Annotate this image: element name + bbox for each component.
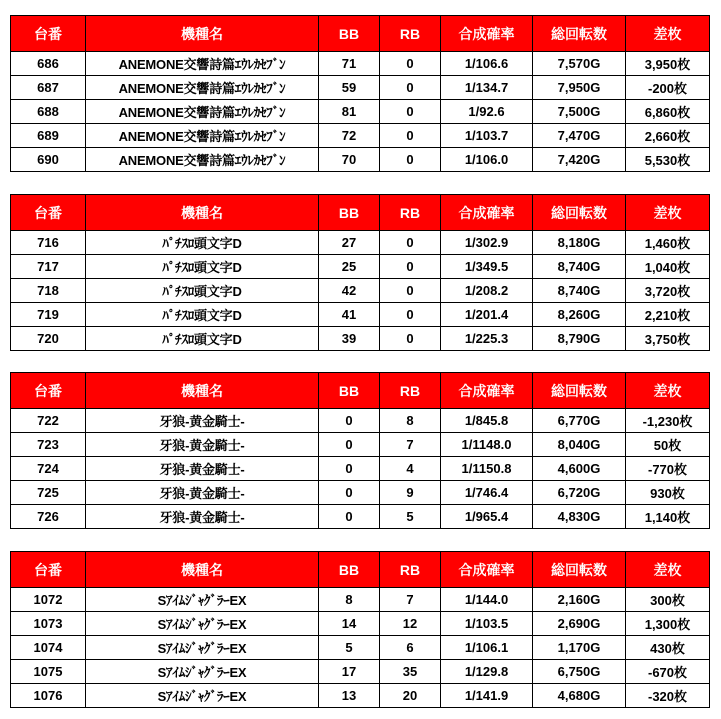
cell-machine-name: SｱｲﾑｼﾞｬｸﾞﾗｰEX	[86, 684, 319, 708]
cell-machine-number: 1074	[11, 636, 86, 660]
cell-rb-count: 0	[380, 100, 441, 124]
cell-rb-count: 12	[380, 612, 441, 636]
column-header-combined-probability: 合成確率	[441, 373, 533, 409]
header-row	[11, 195, 710, 231]
cell-coin-difference: 1,300枚	[626, 612, 710, 636]
column-header-rb-count: RB	[380, 16, 441, 52]
cell-total-spins: 7,570G	[533, 52, 626, 76]
cell-bb-count: 0	[319, 433, 380, 457]
cell-coin-difference: -320枚	[626, 684, 710, 708]
cell-coin-difference: -200枚	[626, 76, 710, 100]
cell-machine-number: 1073	[11, 612, 86, 636]
column-header-rb-count: RB	[380, 195, 441, 231]
cell-combined-probability: 1/225.3	[441, 327, 533, 351]
column-header-total-spins: 総回転数	[533, 195, 626, 231]
cell-machine-number: 724	[11, 457, 86, 481]
cell-total-spins: 4,830G	[533, 505, 626, 529]
cell-combined-probability: 1/208.2	[441, 279, 533, 303]
column-header-bb-count: BB	[319, 16, 380, 52]
column-header-coin-difference: 差枚	[626, 16, 710, 52]
cell-bb-count: 59	[319, 76, 380, 100]
column-header-combined-probability: 合成確率	[441, 16, 533, 52]
table-header	[11, 552, 710, 588]
cell-bb-count: 0	[319, 505, 380, 529]
cell-total-spins: 7,950G	[533, 76, 626, 100]
cell-combined-probability: 1/141.9	[441, 684, 533, 708]
cell-rb-count: 9	[380, 481, 441, 505]
column-header-machine-name: 機種名	[86, 373, 319, 409]
table-row	[11, 457, 710, 481]
cell-total-spins: 8,260G	[533, 303, 626, 327]
cell-machine-name: SｱｲﾑｼﾞｬｸﾞﾗｰEX	[86, 588, 319, 612]
table-row	[11, 279, 710, 303]
cell-coin-difference: 6,860枚	[626, 100, 710, 124]
column-header-machine-number: 台番	[11, 373, 86, 409]
table-body	[11, 231, 710, 351]
table-header	[11, 373, 710, 409]
cell-total-spins: 4,600G	[533, 457, 626, 481]
cell-machine-name: ANEMONE交響詩篇ｴｳﾚｶｾﾌﾞﾝ	[86, 76, 319, 100]
cell-coin-difference: 300枚	[626, 588, 710, 612]
cell-machine-name: SｱｲﾑｼﾞｬｸﾞﾗｰEX	[86, 612, 319, 636]
table-body	[11, 588, 710, 708]
cell-coin-difference: 430枚	[626, 636, 710, 660]
cell-machine-name: ﾊﾟﾁｽﾛ頭文字D	[86, 327, 319, 351]
table-row	[11, 303, 710, 327]
column-header-coin-difference: 差枚	[626, 373, 710, 409]
table-row	[11, 100, 710, 124]
cell-combined-probability: 1/106.1	[441, 636, 533, 660]
table-header	[11, 16, 710, 52]
cell-machine-name: 牙狼-黄金騎士-	[86, 481, 319, 505]
cell-machine-name: 牙狼-黄金騎士-	[86, 409, 319, 433]
table-row	[11, 588, 710, 612]
cell-total-spins: 2,160G	[533, 588, 626, 612]
table-row	[11, 481, 710, 505]
cell-combined-probability: 1/106.6	[441, 52, 533, 76]
cell-coin-difference: 2,210枚	[626, 303, 710, 327]
cell-machine-number: 690	[11, 148, 86, 172]
column-header-bb-count: BB	[319, 195, 380, 231]
cell-rb-count: 0	[380, 148, 441, 172]
column-header-combined-probability: 合成確率	[441, 195, 533, 231]
cell-coin-difference: 1,040枚	[626, 255, 710, 279]
cell-total-spins: 6,770G	[533, 409, 626, 433]
cell-rb-count: 8	[380, 409, 441, 433]
cell-combined-probability: 1/746.4	[441, 481, 533, 505]
cell-coin-difference: 930枚	[626, 481, 710, 505]
cell-machine-number: 718	[11, 279, 86, 303]
column-header-total-spins: 総回転数	[533, 373, 626, 409]
table-row	[11, 76, 710, 100]
cell-combined-probability: 1/1150.8	[441, 457, 533, 481]
table-row	[11, 327, 710, 351]
cell-bb-count: 72	[319, 124, 380, 148]
cell-machine-number: 1076	[11, 684, 86, 708]
column-header-coin-difference: 差枚	[626, 552, 710, 588]
table-garo	[10, 372, 710, 529]
cell-rb-count: 0	[380, 303, 441, 327]
cell-rb-count: 0	[380, 255, 441, 279]
header-row	[11, 16, 710, 52]
cell-combined-probability: 1/201.4	[441, 303, 533, 327]
table-row	[11, 255, 710, 279]
cell-machine-number: 1075	[11, 660, 86, 684]
column-header-machine-name: 機種名	[86, 195, 319, 231]
table-row	[11, 612, 710, 636]
cell-machine-name: ﾊﾟﾁｽﾛ頭文字D	[86, 303, 319, 327]
cell-combined-probability: 1/349.5	[441, 255, 533, 279]
column-header-coin-difference: 差枚	[626, 195, 710, 231]
cell-machine-number: 716	[11, 231, 86, 255]
cell-rb-count: 7	[380, 433, 441, 457]
cell-combined-probability: 1/103.7	[441, 124, 533, 148]
cell-total-spins: 8,740G	[533, 255, 626, 279]
cell-total-spins: 8,180G	[533, 231, 626, 255]
column-header-combined-probability: 合成確率	[441, 552, 533, 588]
cell-bb-count: 5	[319, 636, 380, 660]
cell-total-spins: 4,680G	[533, 684, 626, 708]
cell-rb-count: 0	[380, 279, 441, 303]
cell-coin-difference: 5,530枚	[626, 148, 710, 172]
cell-coin-difference: 1,140枚	[626, 505, 710, 529]
cell-machine-number: 725	[11, 481, 86, 505]
cell-combined-probability: 1/134.7	[441, 76, 533, 100]
cell-rb-count: 0	[380, 52, 441, 76]
cell-machine-number: 720	[11, 327, 86, 351]
column-header-machine-name: 機種名	[86, 552, 319, 588]
cell-total-spins: 2,690G	[533, 612, 626, 636]
cell-rb-count: 7	[380, 588, 441, 612]
table-row	[11, 636, 710, 660]
cell-bb-count: 39	[319, 327, 380, 351]
cell-machine-number: 726	[11, 505, 86, 529]
cell-bb-count: 14	[319, 612, 380, 636]
cell-combined-probability: 1/129.8	[441, 660, 533, 684]
cell-total-spins: 1,170G	[533, 636, 626, 660]
cell-coin-difference: -1,230枚	[626, 409, 710, 433]
cell-combined-probability: 1/1148.0	[441, 433, 533, 457]
table-row	[11, 660, 710, 684]
cell-bb-count: 41	[319, 303, 380, 327]
cell-machine-name: SｱｲﾑｼﾞｬｸﾞﾗｰEX	[86, 636, 319, 660]
cell-combined-probability: 1/92.6	[441, 100, 533, 124]
cell-rb-count: 4	[380, 457, 441, 481]
cell-combined-probability: 1/103.5	[441, 612, 533, 636]
table-row	[11, 52, 710, 76]
cell-combined-probability: 1/144.0	[441, 588, 533, 612]
cell-bb-count: 0	[319, 409, 380, 433]
table-anemone	[10, 15, 710, 172]
column-header-machine-number: 台番	[11, 552, 86, 588]
cell-machine-name: 牙狼-黄金騎士-	[86, 457, 319, 481]
column-header-bb-count: BB	[319, 552, 380, 588]
cell-machine-name: ﾊﾟﾁｽﾛ頭文字D	[86, 255, 319, 279]
cell-rb-count: 35	[380, 660, 441, 684]
cell-combined-probability: 1/965.4	[441, 505, 533, 529]
cell-bb-count: 0	[319, 457, 380, 481]
column-header-machine-name: 機種名	[86, 16, 319, 52]
cell-machine-name: 牙狼-黄金騎士-	[86, 433, 319, 457]
column-header-rb-count: RB	[380, 373, 441, 409]
table-row	[11, 505, 710, 529]
cell-rb-count: 5	[380, 505, 441, 529]
cell-coin-difference: -770枚	[626, 457, 710, 481]
cell-machine-number: 687	[11, 76, 86, 100]
cell-bb-count: 81	[319, 100, 380, 124]
cell-combined-probability: 1/106.0	[441, 148, 533, 172]
cell-machine-name: ANEMONE交響詩篇ｴｳﾚｶｾﾌﾞﾝ	[86, 52, 319, 76]
cell-coin-difference: 3,950枚	[626, 52, 710, 76]
cell-coin-difference: 1,460枚	[626, 231, 710, 255]
cell-machine-number: 723	[11, 433, 86, 457]
column-header-rb-count: RB	[380, 552, 441, 588]
cell-machine-name: ﾊﾟﾁｽﾛ頭文字D	[86, 279, 319, 303]
table-row	[11, 231, 710, 255]
column-header-machine-number: 台番	[11, 16, 86, 52]
column-header-total-spins: 総回転数	[533, 552, 626, 588]
table-im-juggler	[10, 551, 710, 708]
table-initial-d	[10, 194, 710, 351]
cell-combined-probability: 1/845.8	[441, 409, 533, 433]
cell-total-spins: 8,790G	[533, 327, 626, 351]
cell-machine-name: ANEMONE交響詩篇ｴｳﾚｶｾﾌﾞﾝ	[86, 148, 319, 172]
cell-bb-count: 25	[319, 255, 380, 279]
cell-bb-count: 42	[319, 279, 380, 303]
cell-bb-count: 0	[319, 481, 380, 505]
cell-rb-count: 0	[380, 76, 441, 100]
table-row	[11, 684, 710, 708]
table-body	[11, 52, 710, 172]
cell-bb-count: 27	[319, 231, 380, 255]
cell-machine-number: 686	[11, 52, 86, 76]
cell-total-spins: 7,470G	[533, 124, 626, 148]
cell-bb-count: 70	[319, 148, 380, 172]
cell-total-spins: 6,720G	[533, 481, 626, 505]
table-row	[11, 433, 710, 457]
cell-bb-count: 17	[319, 660, 380, 684]
header-row	[11, 373, 710, 409]
column-header-total-spins: 総回転数	[533, 16, 626, 52]
cell-machine-number: 688	[11, 100, 86, 124]
table-row	[11, 148, 710, 172]
cell-total-spins: 7,420G	[533, 148, 626, 172]
table-row	[11, 409, 710, 433]
cell-machine-name: ANEMONE交響詩篇ｴｳﾚｶｾﾌﾞﾝ	[86, 100, 319, 124]
cell-machine-name: ANEMONE交響詩篇ｴｳﾚｶｾﾌﾞﾝ	[86, 124, 319, 148]
column-header-machine-number: 台番	[11, 195, 86, 231]
cell-total-spins: 7,500G	[533, 100, 626, 124]
column-header-bb-count: BB	[319, 373, 380, 409]
cell-bb-count: 71	[319, 52, 380, 76]
table-row	[11, 124, 710, 148]
cell-coin-difference: 3,720枚	[626, 279, 710, 303]
table-body	[11, 409, 710, 529]
cell-total-spins: 8,040G	[533, 433, 626, 457]
cell-machine-name: ﾊﾟﾁｽﾛ頭文字D	[86, 231, 319, 255]
cell-total-spins: 6,750G	[533, 660, 626, 684]
cell-rb-count: 0	[380, 124, 441, 148]
cell-total-spins: 8,740G	[533, 279, 626, 303]
cell-coin-difference: 50枚	[626, 433, 710, 457]
cell-rb-count: 6	[380, 636, 441, 660]
cell-combined-probability: 1/302.9	[441, 231, 533, 255]
cell-coin-difference: -670枚	[626, 660, 710, 684]
cell-machine-number: 689	[11, 124, 86, 148]
cell-machine-name: SｱｲﾑｼﾞｬｸﾞﾗｰEX	[86, 660, 319, 684]
cell-rb-count: 0	[380, 327, 441, 351]
cell-coin-difference: 2,660枚	[626, 124, 710, 148]
table-header	[11, 195, 710, 231]
cell-coin-difference: 3,750枚	[626, 327, 710, 351]
header-row	[11, 552, 710, 588]
cell-machine-number: 719	[11, 303, 86, 327]
cell-bb-count: 8	[319, 588, 380, 612]
cell-machine-number: 722	[11, 409, 86, 433]
cell-rb-count: 20	[380, 684, 441, 708]
cell-machine-name: 牙狼-黄金騎士-	[86, 505, 319, 529]
cell-machine-number: 1072	[11, 588, 86, 612]
cell-rb-count: 0	[380, 231, 441, 255]
cell-bb-count: 13	[319, 684, 380, 708]
cell-machine-number: 717	[11, 255, 86, 279]
